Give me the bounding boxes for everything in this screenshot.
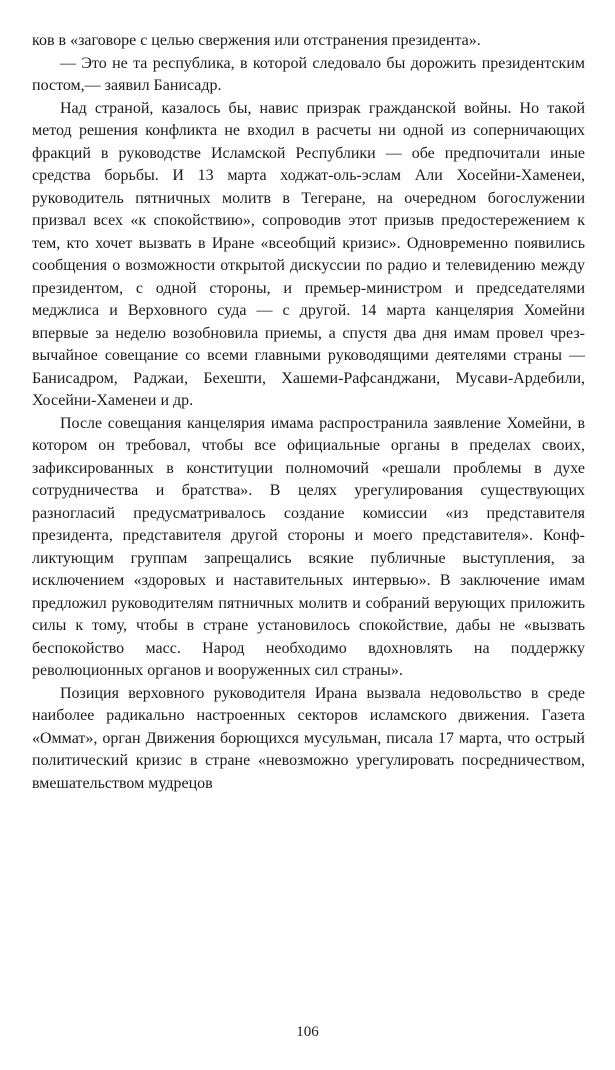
paragraph-1: ков в «заговоре с целью свержения или отстранения президента». (32, 32, 481, 49)
paragraph-3: Над страной, казалось бы, навис призрак гражданской войны. Но такой метод решения конфликта не входил в расчеты ни одной из соперничающих фракций в руководстве Исламской Республики — обе предпочитали иные средства борьбы. И 13 марта ходжат-оль-эслам Али Хосейни-Хаменеи, руководитель пятничных молитв в Тегеране, на очередном богослужении призвал всех «к спокойствию», сопроводив этот призыв предостережением к тем, кто хочет вызвать в Иране «всеобщий кризис». Одновременно появились сообщения о возможности открытой дискуссии по радио и телевидению между президентом, с одной стороны, и премьер-министром и председателями меджлиса и Верховного суда — с другой. 14 марта канцелярия Хомейни впервые за неделю возобновила приемы, а спустя два дня имам провел чрезвычайное совещание со всеми главными руководящими деятелями страны — Банисадром, Раджаи, Бехешти, Хашеми-Рафсанджани, Мусави-Ардебили, Хосейни-Хаменеи и др. (32, 99, 585, 409)
paragraph-2: — Это не та республика, в которой следовало бы дорожить президентским постом,— заявил Банисадр. (32, 54, 585, 94)
paragraph-4: После совещания канцелярия имама распространила заявление Хомейни, в котором он требовал, чтобы все официальные органы в пределах своих, зафиксированных в конституции полномочий «решали проблемы в духе сотрудничества и братства». В целях урегулирования существующих разногласий предусматривалось создание комиссии «из представителя президента, представителя другой стороны и моего представителя». Конфликтующим группам запрещались всякие публичные выступления, за исключением «здоровых и наставительных интервью». В заключение имам предложил руководителям пятничных молитв и собраний верующих приложить силы к тому, чтобы в стране установилось спокойствие, дабы не «вызвать беспокойство масс. Народ необходимо вдохновлять на поддержку революционных органов и вооруженных сил страны». (32, 414, 585, 679)
page-number: 106 (296, 1024, 319, 1040)
page-body (32, 30, 585, 795)
paragraph-5: Позиция верховного руководителя Ирана вызвала недовольство в среде наиболее радикально настроенных секторов исламского движения. Газета «Оммат», орган Движения борющихся мусульман, писала 17 марта, что острый политический кризис в стране «невозможно урегулировать посредничеством, вмешательством мудрецов (32, 684, 585, 792)
